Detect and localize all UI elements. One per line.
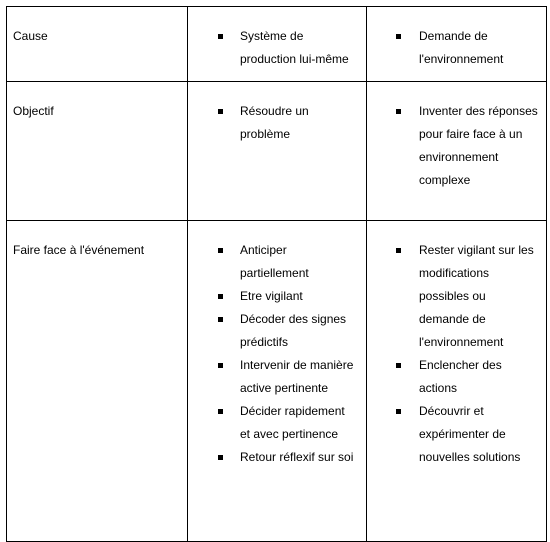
- col3-cell: [367, 221, 547, 542]
- list-item: [188, 308, 358, 354]
- list-item: [367, 100, 538, 192]
- bullet-list: [188, 7, 366, 81]
- bullet-list: [188, 82, 366, 156]
- row-label-cell: [7, 221, 188, 542]
- list-item-text: Retour réflexif sur soi: [240, 450, 354, 464]
- col2-cell: [188, 221, 367, 542]
- bullet-icon: [396, 109, 401, 114]
- list-item-text: Décoder des signes prédictifs: [240, 312, 347, 349]
- list-item: [188, 354, 358, 400]
- comparison-table: [6, 6, 547, 542]
- list-item-text: Rester vigilant sur les modifications possibles ou demande de l'environnement: [419, 243, 534, 349]
- bullet-list: [367, 82, 546, 202]
- list-item-text: Demande de l'environnement: [419, 29, 504, 66]
- list-item-text: Enclencher des actions: [419, 358, 502, 395]
- col3-cell: [367, 82, 547, 221]
- list-item: [188, 100, 358, 146]
- bullet-icon: [218, 317, 223, 322]
- col3-cell: [367, 7, 547, 82]
- list-item-text: Découvrir et expérimenter de nouvelles solutions: [419, 404, 521, 464]
- bullet-icon: [396, 409, 401, 414]
- list-item: [367, 239, 538, 354]
- list-item-text: Inventer des réponses pour faire face à un environnement complexe: [419, 104, 538, 187]
- bullet-icon: [396, 34, 401, 39]
- list-item: [188, 285, 358, 308]
- row-label: Objectif: [13, 104, 54, 118]
- bullet-icon: [218, 409, 223, 414]
- bullet-icon: [396, 248, 401, 253]
- row-label: Cause: [13, 29, 48, 43]
- row-label: Faire face à l'événement: [13, 243, 145, 257]
- list-item: [367, 400, 538, 469]
- bullet-icon: [218, 109, 223, 114]
- list-item-text: Etre vigilant: [240, 289, 303, 303]
- bullet-icon: [218, 455, 223, 460]
- table-row-cause: [7, 7, 547, 82]
- bullet-list: [367, 221, 546, 479]
- row-label-cell: [7, 82, 188, 221]
- table-row-objectif: [7, 82, 547, 221]
- col2-cell: [188, 82, 367, 221]
- bullet-icon: [218, 34, 223, 39]
- list-item: [188, 446, 358, 469]
- table-row-faire-face: [7, 221, 547, 542]
- bullet-list: [367, 7, 546, 81]
- list-item-text: Système de production lui-même: [240, 29, 349, 66]
- list-item: [367, 354, 538, 400]
- bullet-icon: [396, 363, 401, 368]
- list-item-text: Résoudre un problème: [240, 104, 309, 141]
- list-item: [367, 25, 538, 71]
- bullet-icon: [218, 248, 223, 253]
- bullet-icon: [218, 363, 223, 368]
- list-item-text: Intervenir de manière active pertinente: [240, 358, 354, 395]
- col2-cell: [188, 7, 367, 82]
- list-item-text: Anticiper partiellement: [240, 243, 309, 280]
- bullet-list: [188, 221, 366, 479]
- list-item: [188, 239, 358, 285]
- list-item: [188, 400, 358, 446]
- list-item: [188, 25, 358, 71]
- row-label-cell: [7, 7, 188, 82]
- bullet-icon: [218, 294, 223, 299]
- list-item-text: Décider rapidement et avec pertinence: [240, 404, 345, 441]
